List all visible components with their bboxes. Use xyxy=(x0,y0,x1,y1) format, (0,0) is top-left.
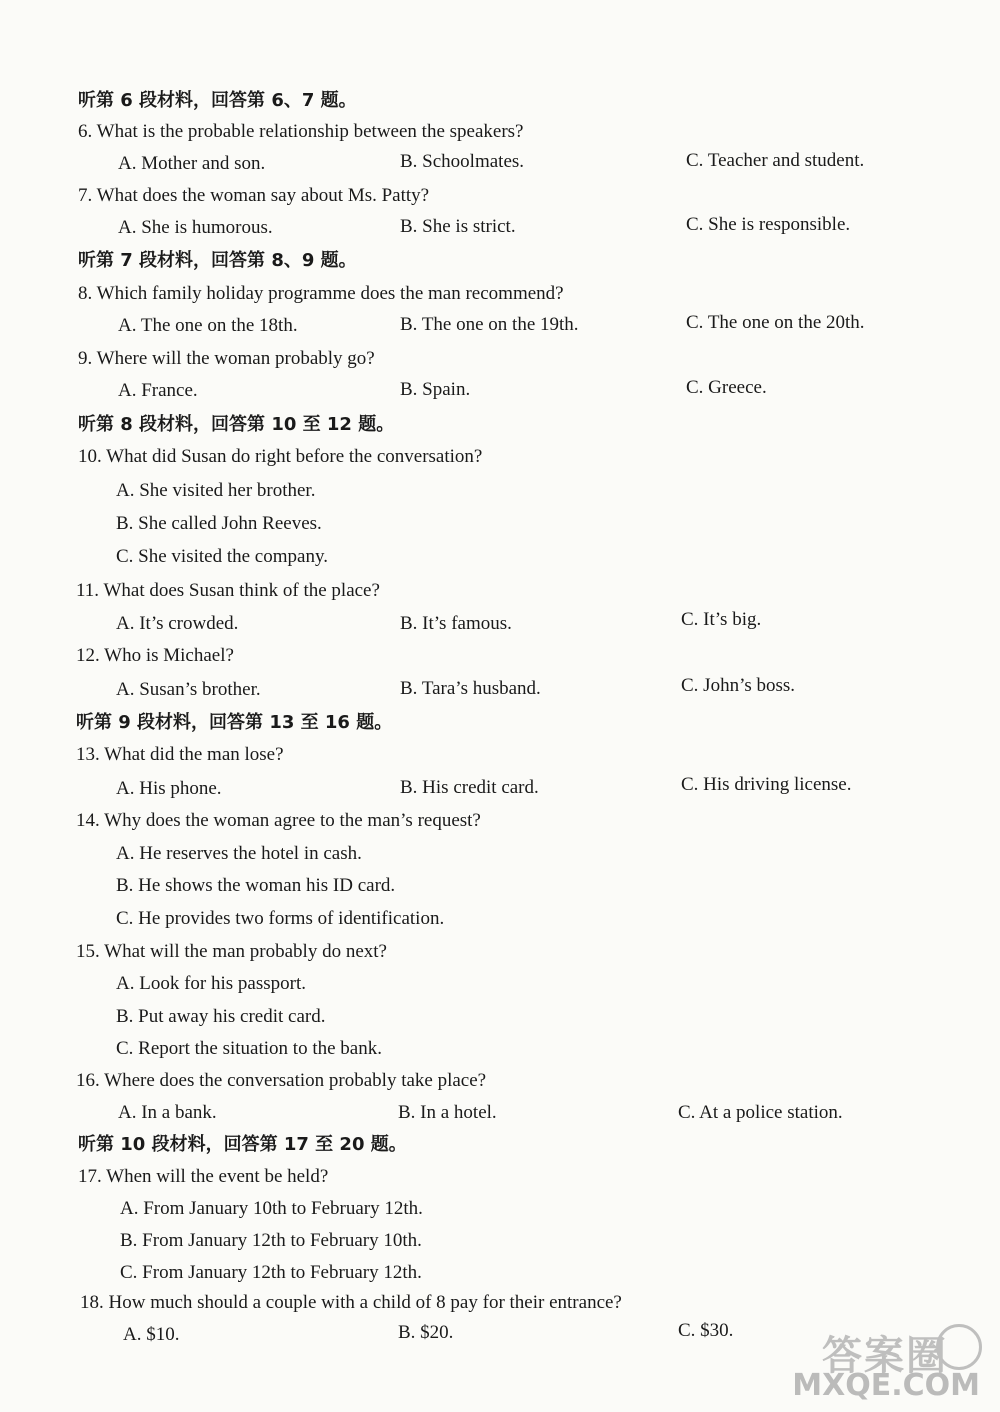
question-12-option-b: B. Tara’s husband. xyxy=(400,678,541,699)
site-watermark xyxy=(728,1324,988,1404)
question-17-option-c: C. From January 12th to February 12th. xyxy=(120,1262,422,1283)
question-12-stem: 12. Who is Michael? xyxy=(76,645,234,666)
question-10-option-a: A. She visited her brother. xyxy=(116,480,316,501)
question-14-option-b: B. He shows the woman his ID card. xyxy=(116,875,396,896)
question-6-option-a: A. Mother and son. xyxy=(118,153,266,174)
question-16-option-c: C. At a police station. xyxy=(678,1102,843,1123)
question-11-option-a: A. It’s crowded. xyxy=(116,613,239,634)
question-15-stem: 15. What will the man probably do next? xyxy=(76,941,387,962)
section-heading-6: 听第 6 段材料，回答第 6、7 题。 xyxy=(78,90,357,111)
question-7-option-b: B. She is strict. xyxy=(400,216,516,237)
question-9-option-b: B. Spain. xyxy=(400,379,471,400)
question-8-option-c: C. The one on the 20th. xyxy=(686,312,865,333)
question-18-option-a: A. $10. xyxy=(123,1324,180,1345)
section-heading-10: 听第 10 段材料，回答第 17 至 20 题。 xyxy=(78,1134,407,1155)
question-7-option-c: C. She is responsible. xyxy=(686,214,851,235)
question-13-option-a: A. His phone. xyxy=(116,778,222,799)
question-11-option-c: C. It’s big. xyxy=(681,609,762,630)
section-heading-9: 听第 9 段材料，回答第 13 至 16 题。 xyxy=(76,712,393,733)
question-11-option-b: B. It’s famous. xyxy=(400,613,512,634)
question-18-option-b: B. $20. xyxy=(398,1322,454,1343)
section-heading-7: 听第 7 段材料，回答第 8、9 题。 xyxy=(78,250,357,271)
question-16-stem: 16. Where does the conversation probably take place? xyxy=(76,1070,487,1091)
question-13-option-b: B. His credit card. xyxy=(400,777,539,798)
question-8-option-a: A. The one on the 18th. xyxy=(118,315,298,336)
question-15-option-a: A. Look for his passport. xyxy=(116,973,306,994)
question-8-stem: 8. Which family holiday programme does the man recommend? xyxy=(78,283,564,304)
question-18-stem: 18. How much should a couple with a child of 8 pay for their entrance? xyxy=(80,1292,622,1313)
question-8-option-b: B. The one on the 19th. xyxy=(400,314,579,335)
question-18-option-c: C. $30. xyxy=(678,1320,734,1341)
question-15-option-b: B. Put away his credit card. xyxy=(116,1006,326,1027)
question-17-option-a: A. From January 10th to February 12th. xyxy=(120,1198,423,1219)
question-11-stem: 11. What does Susan think of the place? xyxy=(76,580,380,601)
question-14-option-c: C. He provides two forms of identification. xyxy=(116,908,445,929)
question-14-option-a: A. He reserves the hotel in cash. xyxy=(116,843,362,864)
question-13-stem: 13. What did the man lose? xyxy=(76,744,284,765)
question-14-stem: 14. Why does the woman agree to the man’s request? xyxy=(76,810,481,831)
question-7-stem: 7. What does the woman say about Ms. Patty? xyxy=(78,185,430,206)
question-9-stem: 9. Where will the woman probably go? xyxy=(78,348,375,369)
watermark-domain-text: MXQE.COM xyxy=(792,1368,980,1403)
question-10-option-c: C. She visited the company. xyxy=(116,546,328,567)
question-7-option-a: A. She is humorous. xyxy=(118,217,273,238)
watermark-chinese-text: 答案圈 xyxy=(822,1333,948,1379)
question-6-option-c: C. Teacher and student. xyxy=(686,150,865,171)
question-6-option-b: B. Schoolmates. xyxy=(400,151,525,172)
question-10-stem: 10. What did Susan do right before the conversation? xyxy=(78,446,483,467)
question-12-option-c: C. John’s boss. xyxy=(681,675,796,696)
question-9-option-a: A. France. xyxy=(118,380,198,401)
question-6-stem: 6. What is the probable relationship between the speakers? xyxy=(78,121,524,142)
question-13-option-c: C. His driving license. xyxy=(681,774,852,795)
question-12-option-a: A. Susan’s brother. xyxy=(116,679,261,700)
question-9-option-c: C. Greece. xyxy=(686,377,767,398)
question-17-option-b: B. From January 12th to February 10th. xyxy=(120,1230,422,1251)
question-10-option-b: B. She called John Reeves. xyxy=(116,513,322,534)
question-17-stem: 17. When will the event be held? xyxy=(78,1166,329,1187)
question-15-option-c: C. Report the situation to the bank. xyxy=(116,1038,382,1059)
question-16-option-a: A. In a bank. xyxy=(118,1102,217,1123)
question-16-option-b: B. In a hotel. xyxy=(398,1102,497,1123)
section-heading-8: 听第 8 段材料，回答第 10 至 12 题。 xyxy=(78,414,395,435)
